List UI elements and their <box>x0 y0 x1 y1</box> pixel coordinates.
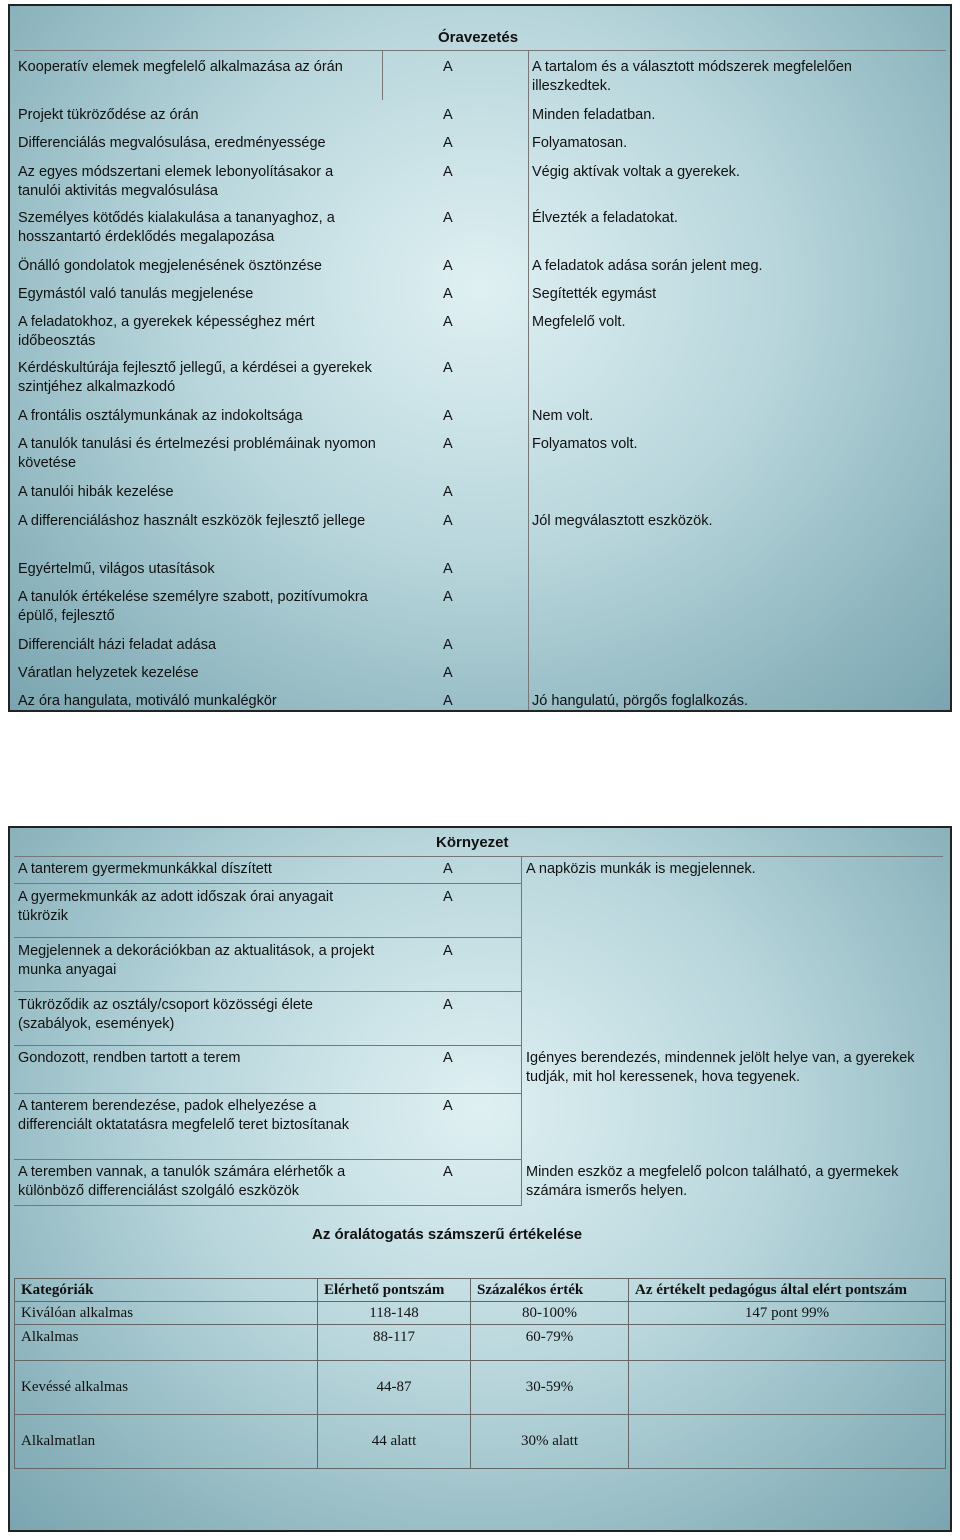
table-cell: Alkalmas <box>15 1325 318 1361</box>
lesson-row-label: A frontális osztálymunkának az indokoltsága <box>18 408 303 424</box>
lesson-row-mark: A <box>443 107 453 123</box>
scoring-table <box>14 1278 946 1469</box>
lesson-row-mark: A <box>443 484 453 500</box>
lesson-row-label: A tanulói hibák kezelése <box>18 484 174 500</box>
lesson-row-mark: A <box>443 314 453 330</box>
divider <box>14 50 946 51</box>
lesson-row-label: A tanulók értékelése személyre szabott, pozitívumokra épülő, fejlesztő <box>18 589 368 624</box>
lesson-row-comment: Folyamatos volt. <box>532 436 638 452</box>
lesson-row-label: Differenciálás megvalósulása, eredményessége <box>18 135 326 151</box>
table-cell <box>629 1325 946 1361</box>
table-cell: 30% alatt <box>471 1415 629 1469</box>
lesson-row-comment: Minden feladatban. <box>532 107 656 123</box>
env-row-mark: A <box>443 997 453 1013</box>
lesson-row-mark: A <box>443 164 453 180</box>
env-row-comment: A napközis munkák is megjelennek. <box>526 861 756 877</box>
lesson-row-comment: Jó hangulatú, pörgős foglalkozás. <box>532 693 749 709</box>
table-cell <box>629 1415 946 1469</box>
environment-title: Környezet <box>436 834 509 851</box>
env-row-label: Megjelennek a dekorációkban az aktualitások, a projekt munka anyagai <box>18 943 375 978</box>
lesson-row-label: Differenciált házi feladat adása <box>18 637 217 653</box>
table-row <box>15 1325 946 1361</box>
divider <box>528 50 529 710</box>
lesson-row-mark: A <box>443 286 453 302</box>
table-cell: 118-148 <box>318 1302 471 1325</box>
lesson-row-label: Egymástól való tanulás megjelenése <box>18 286 254 302</box>
table-row <box>15 1302 946 1325</box>
table-row <box>15 1361 946 1415</box>
lesson-row-mark: A <box>443 561 453 577</box>
lesson-row-label: Önálló gondolatok megjelenésének ösztönzése <box>18 258 322 274</box>
column-header: Kategóriák <box>15 1279 318 1302</box>
lesson-row-comment: Élvezték a feladatokat. <box>532 210 678 226</box>
environment-panel <box>8 826 952 1532</box>
table-cell: 88-117 <box>318 1325 471 1361</box>
env-row-label: A tanterem berendezése, padok elhelyezése a differenciált oktatatásra megfelelő teret biztosítanak <box>18 1098 350 1133</box>
column-header: Elérhető pontszám <box>318 1279 471 1302</box>
env-row-mark: A <box>443 943 453 959</box>
env-row-comment: Minden eszköz a megfelelő polcon található, a gyermekek számára ismerős helyen. <box>526 1164 899 1199</box>
lesson-row-mark: A <box>443 637 453 653</box>
lesson-row-comment: Végig aktívak voltak a gyerekek. <box>532 164 740 180</box>
column-header: Az értékelt pedagógus által elért pontszám <box>629 1279 946 1302</box>
env-row-label: Gondozott, rendben tartott a terem <box>18 1050 241 1066</box>
lesson-row-mark: A <box>443 258 453 274</box>
lesson-row-comment: Nem volt. <box>532 408 594 424</box>
table-cell: Alkalmatlan <box>15 1415 318 1469</box>
table-cell: Kevéssé alkalmas <box>15 1361 318 1415</box>
table-row <box>15 1415 946 1469</box>
env-row-label: A teremben vannak, a tanulók számára elérhetők a különböző differenciálást szolgáló eszközök <box>18 1164 346 1199</box>
env-row-label: A gyermekmunkák az adott időszak órai anyagait tükrözik <box>18 889 334 924</box>
env-row-mark: A <box>443 889 453 905</box>
lesson-row-mark: A <box>443 408 453 424</box>
lesson-row-comment: Folyamatosan. <box>532 135 628 151</box>
lesson-row-mark: A <box>443 693 453 709</box>
table-cell: 44 alatt <box>318 1415 471 1469</box>
lesson-row-mark: A <box>443 665 453 681</box>
env-row-comment: Igényes berendezés, mindennek jelölt helye van, a gyerekek tudják, mit hol keressenek, hova tegyenek. <box>526 1050 915 1085</box>
lesson-row-mark: A <box>443 513 453 529</box>
lesson-row-label: A feladatokhoz, a gyerekek képességhez mért időbeosztás <box>18 314 315 349</box>
lesson-row-label: Személyes kötődés kialakulása a tananyaghoz, a hosszantartó érdeklődés megalapozása <box>18 210 335 245</box>
env-row-mark: A <box>443 861 453 877</box>
lesson-row-label: Kooperatív elemek megfelelő alkalmazása az órán <box>18 59 343 75</box>
scoring-title: Az óralátogatás számszerű értékelése <box>312 1226 583 1243</box>
table-cell: 147 pont 99% <box>629 1302 946 1325</box>
lesson-row-label: Az egyes módszertani elemek lebonyolításakor a tanulói aktivitás megvalósulása <box>18 164 334 199</box>
table-cell: 44-87 <box>318 1361 471 1415</box>
env-row-label: Tükröződik az osztály/csoport közösségi élete (szabályok, események) <box>18 997 313 1032</box>
lesson-row-mark: A <box>443 360 453 376</box>
lesson-row-comment: Jól megválasztott eszközök. <box>532 513 713 529</box>
env-row-mark: A <box>443 1098 453 1114</box>
lesson-row-label: A tanulók tanulási és értelmezési problémáinak nyomon követése <box>18 436 376 471</box>
lesson-row-label: Egyértelmű, világos utasítások <box>18 561 215 577</box>
table-cell: 80-100% <box>471 1302 629 1325</box>
env-row-mark: A <box>443 1050 453 1066</box>
lesson-row-label: Kérdéskultúrája fejlesztő jellegű, a kérdései a gyerekek szintjéhez alkalmazkodó <box>18 360 372 395</box>
lesson-title: Óravezetés <box>438 29 519 46</box>
lesson-row-comment: Megfelelő volt. <box>532 314 626 330</box>
lesson-row-mark: A <box>443 210 453 226</box>
lesson-row-mark: A <box>443 59 453 75</box>
lesson-row-comment: A tartalom és a választott módszerek megfelelően illeszkedtek. <box>532 59 852 94</box>
lesson-row-mark: A <box>443 589 453 605</box>
table-cell: 60-79% <box>471 1325 629 1361</box>
lesson-row-mark: A <box>443 135 453 151</box>
lesson-panel <box>8 4 952 712</box>
lesson-row-mark: A <box>443 436 453 452</box>
lesson-row-label: Az óra hangulata, motiváló munkalégkör <box>18 693 277 709</box>
column-header: Százalékos érték <box>471 1279 629 1302</box>
table-cell: Kiválóan alkalmas <box>15 1302 318 1325</box>
lesson-row-label: A differenciáláshoz használt eszközök fejlesztő jellege <box>18 513 366 529</box>
lesson-row-comment: A feladatok adása során jelent meg. <box>532 258 763 274</box>
lesson-row-comment: Segítették egymást <box>532 286 657 302</box>
table-cell <box>629 1361 946 1415</box>
env-row-mark: A <box>443 1164 453 1180</box>
table-header-row <box>15 1279 946 1302</box>
env-row-label: A tanterem gyermekmunkákkal díszített <box>18 861 272 877</box>
divider <box>382 50 383 100</box>
lesson-row-label: Váratlan helyzetek kezelése <box>18 665 199 681</box>
table-cell: 30-59% <box>471 1361 629 1415</box>
lesson-row-label: Projekt tükröződése az órán <box>18 107 199 123</box>
